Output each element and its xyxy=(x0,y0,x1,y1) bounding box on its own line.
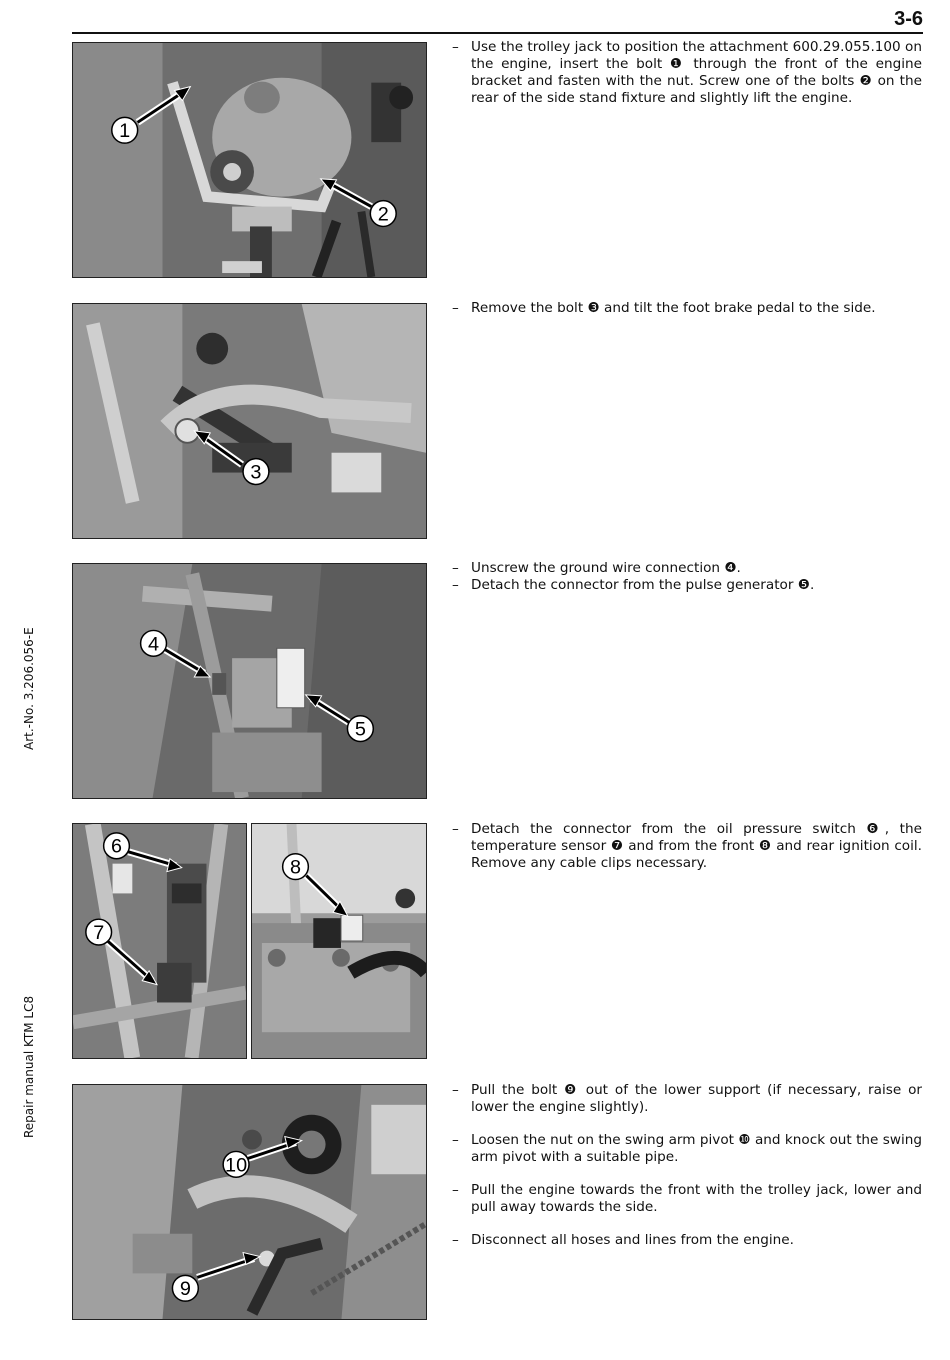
callout-6: 6 xyxy=(110,835,122,858)
steps-ignition-coil xyxy=(452,821,922,872)
step-item xyxy=(452,300,922,317)
callout-4: 4 xyxy=(148,633,160,656)
step-item xyxy=(452,560,922,577)
step-dash: – xyxy=(452,1182,459,1198)
step-text: Pull the bolt ❾ out of the lower support (if necessary, raise or lower the engine slightly). xyxy=(471,1082,922,1115)
step-text: Loosen the nut on the swing arm pivot ❿ and knock out the swing arm pivot with a suitable pipe. xyxy=(471,1132,922,1165)
photo-pulse-generator xyxy=(72,563,427,799)
step-text: Pull the engine towards the front with the trolley jack, lower and pull away towards the side. xyxy=(471,1182,922,1215)
steps-engine-bracket xyxy=(452,39,922,107)
callout-7: 7 xyxy=(93,921,105,945)
callout-1: 1 xyxy=(119,120,131,143)
callout-2: 2 xyxy=(377,203,389,226)
step-dash: – xyxy=(452,1132,459,1148)
manual-title: Repair manual KTM LC8 xyxy=(22,995,36,1138)
steps-swing-arm xyxy=(452,1082,922,1249)
callout-8: 8 xyxy=(290,856,301,879)
step-text: Disconnect all hoses and lines from the engine. xyxy=(471,1232,794,1248)
page-number: 3-6 xyxy=(894,8,923,30)
step-text: Detach the connector from the oil pressure switch ❻, the temperature sensor ❼ and from the front ❽ and rear ignition coil. Remove any cable clips necessary. xyxy=(471,821,922,871)
photo-ignition-coil xyxy=(251,823,427,1059)
callout-9: 9 xyxy=(179,1278,191,1301)
step-item xyxy=(452,821,922,872)
step-dash: – xyxy=(452,560,459,576)
steps-foot-brake xyxy=(452,300,922,317)
photo-oil-pressure-switch xyxy=(72,823,247,1059)
step-item xyxy=(452,1232,922,1249)
step-dash: – xyxy=(452,1232,459,1248)
step-dash: – xyxy=(452,39,459,55)
step-item xyxy=(452,1082,922,1116)
photo-foot-brake-pedal xyxy=(72,303,427,539)
step-item xyxy=(452,577,922,594)
callout-3: 3 xyxy=(250,461,262,484)
step-text: Unscrew the ground wire connection ❹. xyxy=(471,560,741,576)
step-text: Detach the connector from the pulse generator ❺. xyxy=(471,577,815,593)
step-item xyxy=(452,39,922,107)
header-rule xyxy=(72,32,923,34)
photo-engine-bracket xyxy=(72,42,427,278)
callout-5: 5 xyxy=(354,718,366,741)
step-dash: – xyxy=(452,1082,459,1098)
callout-10: 10 xyxy=(225,1154,248,1177)
step-item xyxy=(452,1132,922,1166)
step-dash: – xyxy=(452,300,459,316)
photo-swing-arm-pivot xyxy=(72,1084,427,1320)
step-dash: – xyxy=(452,577,459,593)
step-item xyxy=(452,1182,922,1216)
article-number: Art.-No. 3.206.056-E xyxy=(22,627,36,750)
step-dash: – xyxy=(452,821,459,837)
step-text: Remove the bolt ❸ and tilt the foot brake pedal to the side. xyxy=(471,300,876,316)
step-text: Use the trolley jack to position the attachment 600.29.055.100 on the engine, insert the bolt ❶ through the front of the engine bracket and fasten with the nut. Screw one of the bolts ❷ on the rear of the side stand fixture and slightly lift the engine. xyxy=(471,39,922,106)
steps-pulse-generator xyxy=(452,560,922,594)
